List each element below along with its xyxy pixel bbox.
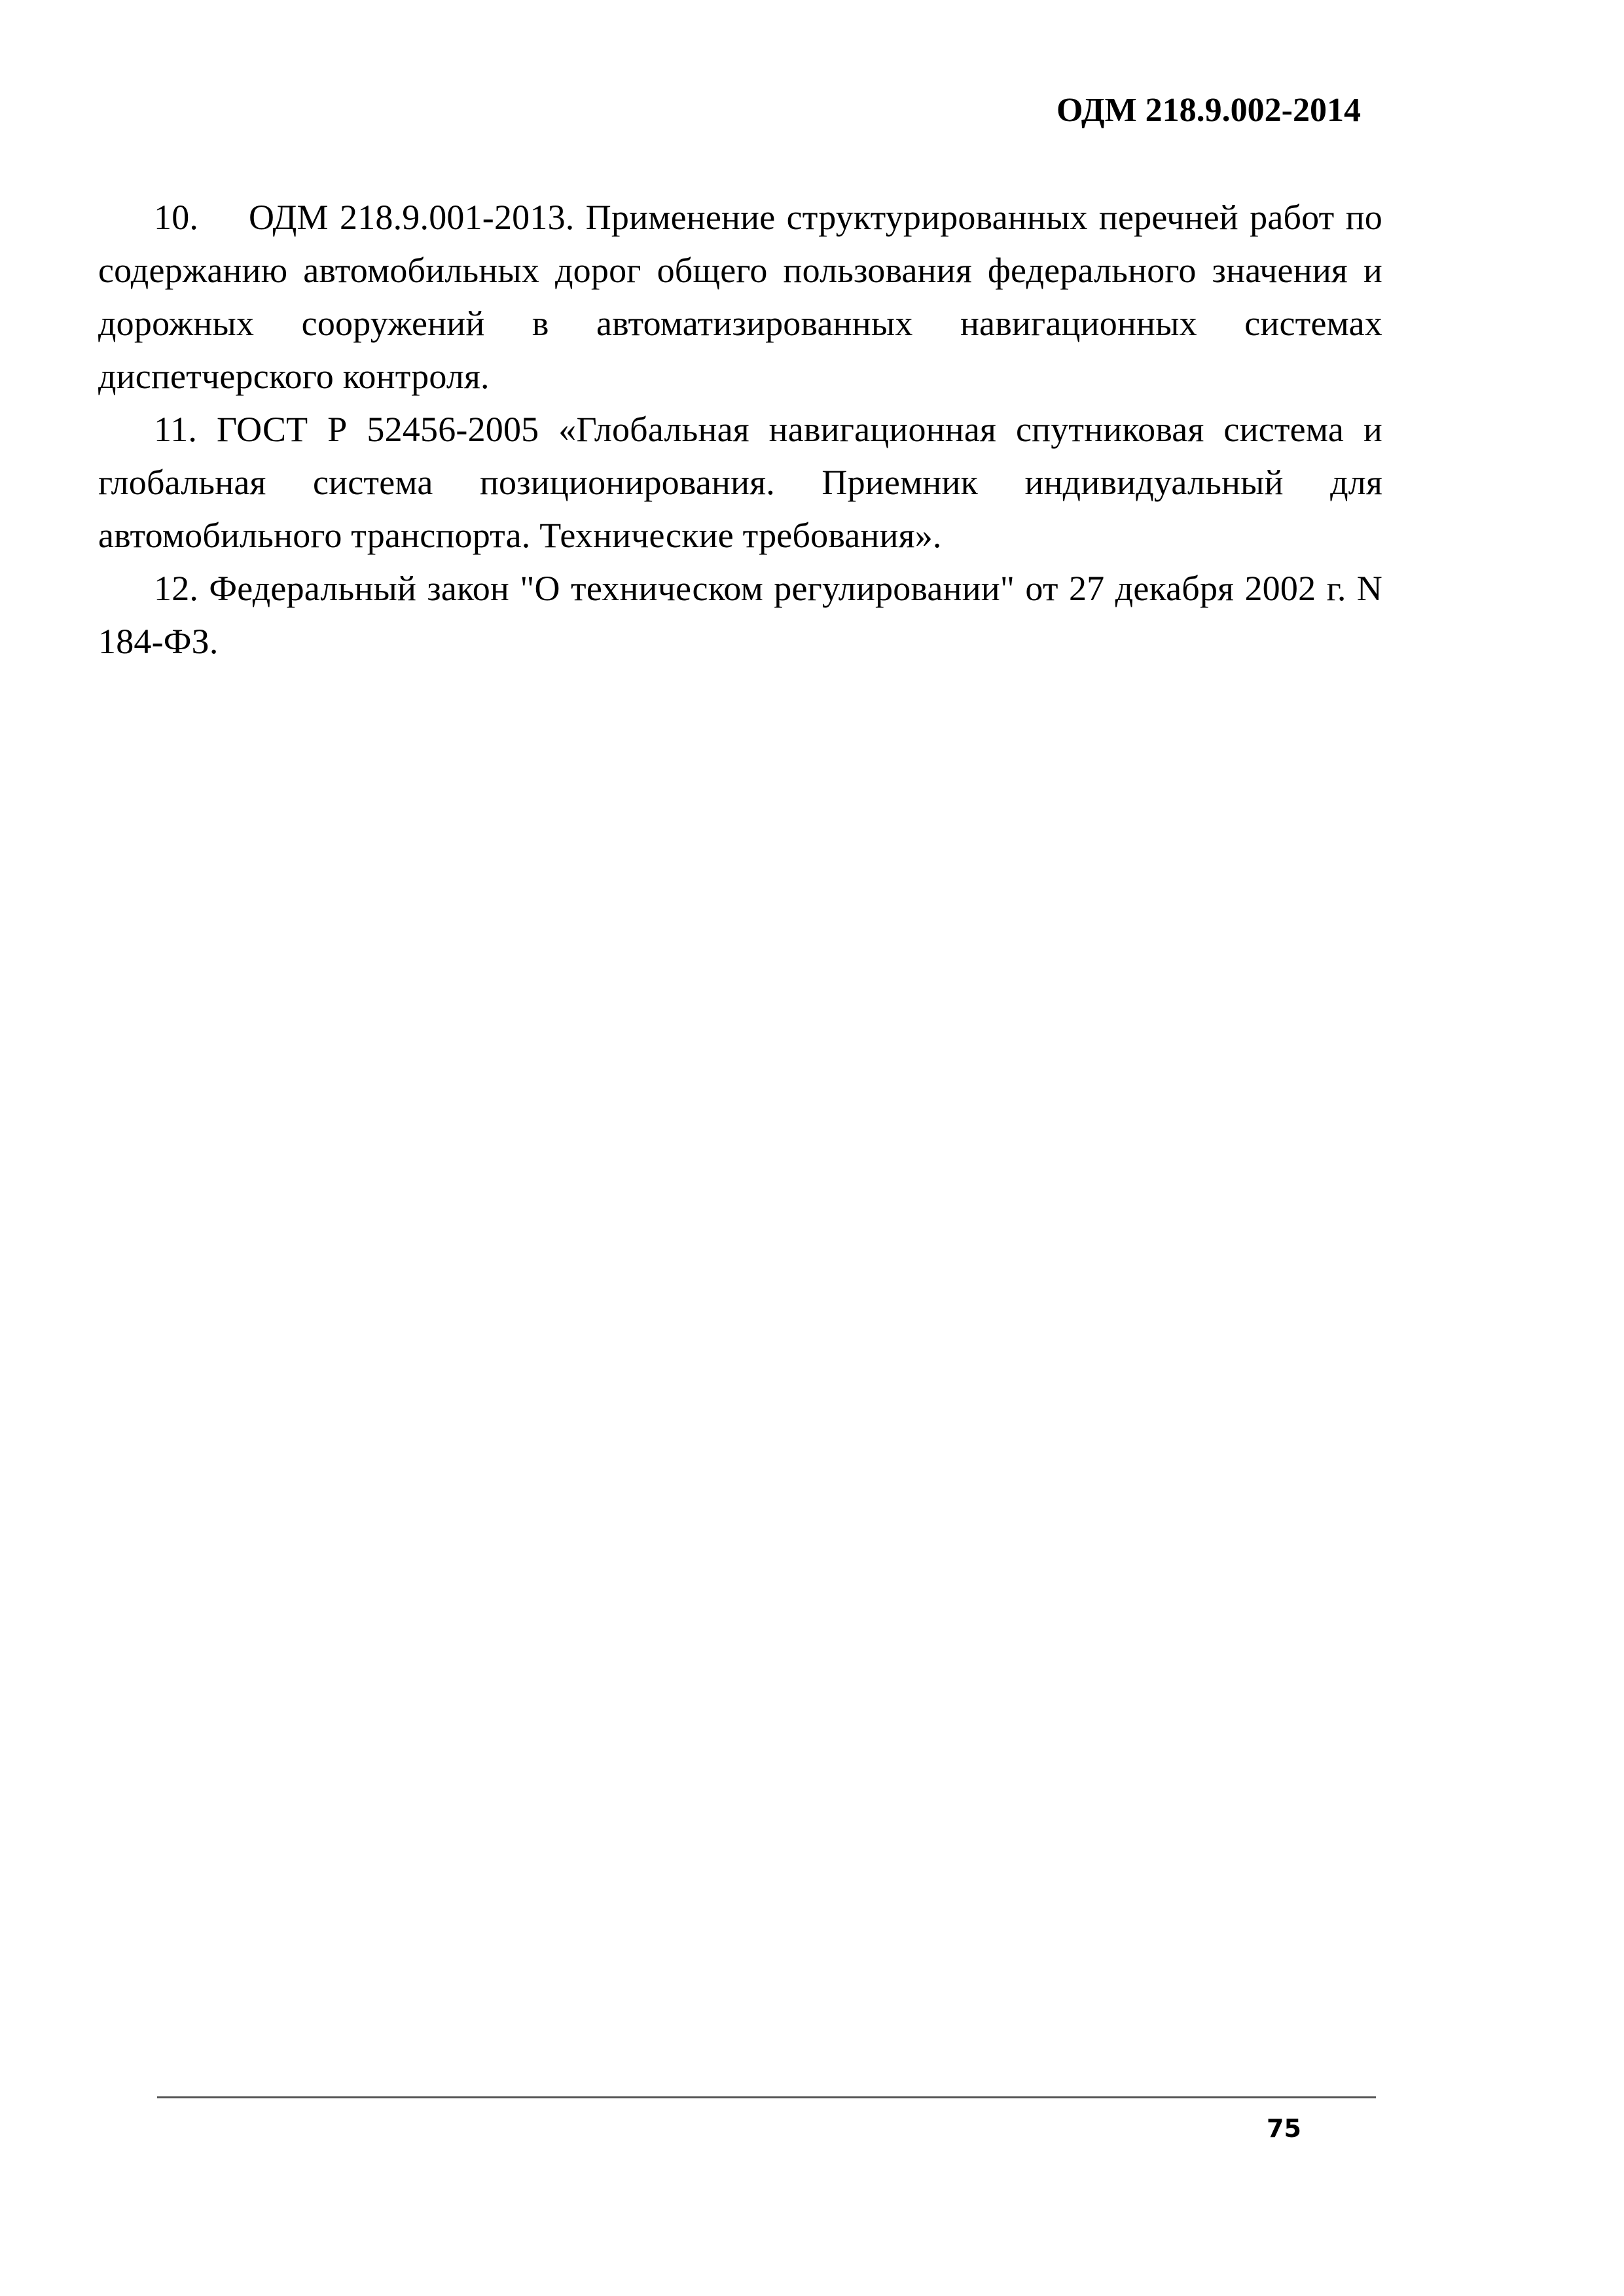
page-number: 75 [1267, 2114, 1301, 2143]
reference-number: 10. [154, 198, 199, 237]
reference-number: 12. [154, 569, 199, 608]
footer-divider [157, 2096, 1376, 2098]
reference-item-12 [98, 562, 1382, 668]
reference-item-10 [98, 191, 1382, 403]
document-code-header: ОДМ 218.9.002-2014 [1056, 92, 1361, 129]
reference-list [98, 191, 1382, 668]
reference-number: 11. [154, 410, 198, 449]
reference-text: Федеральный закон "О техническом регулировании" от 27 декабря 2002 г. N 184-ФЗ. [98, 569, 1383, 661]
reference-text: ОДМ 218.9.001-2013. Применение структурированных перечней работ по содержанию автомобильных дорог общего пользования федерального значения и дорожных сооружений в автоматизированных навигационных системах диспетчерского контроля. [98, 198, 1382, 396]
reference-item-11 [98, 403, 1382, 562]
reference-text: ГОСТ Р 52456-2005 «Глобальная навигационная спутниковая система и глобальная система позиционирования. Приемник индивидуальный для автомобильного транспорта. Технические требования». [98, 410, 1382, 555]
